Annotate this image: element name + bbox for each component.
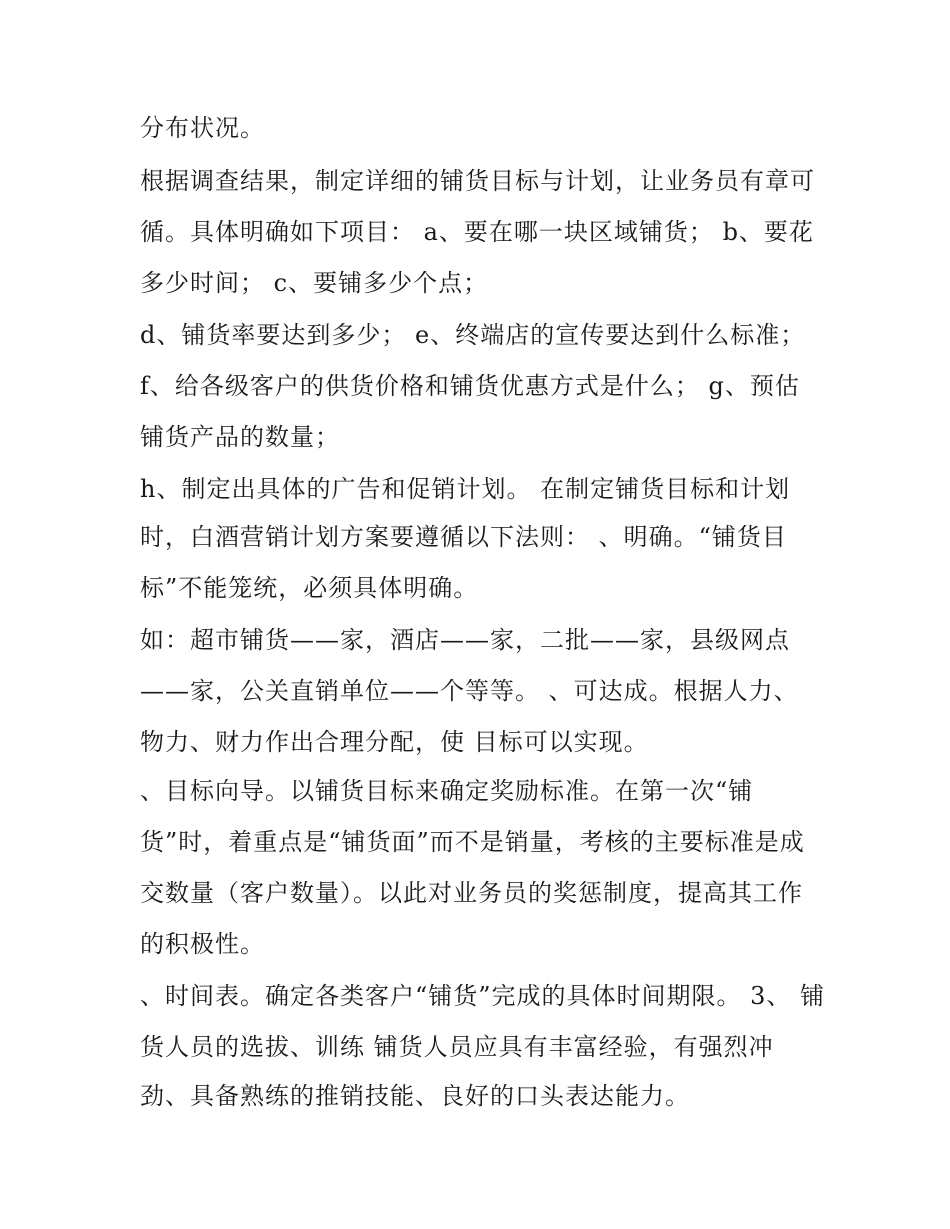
text-line: 货人员的选拔、训练 铺货人员应具有丰富经验，有强烈冲 [140,1033,774,1061]
text-line: 、时间表。确定各类客户“铺货”完成的具体时间期限。 3、 铺 [140,982,826,1010]
text-line: 时，白酒营销计划方案要遵循以下法则： 、明确。“铺货目 [140,523,787,551]
text-line: 如：超市铺货——家，酒店——家，二批——家，县级网点 [140,626,790,654]
text-line: 分布状况。 [140,114,265,142]
text-line: 根据调查结果，制定详细的铺货目标与计划，让业务员有章可 [140,167,815,195]
text-line: d、铺货率要达到多少； e、终端店的宣传要达到什么标准； [140,321,806,349]
text-line: 多少时间； c、要铺多少个点； [140,269,489,297]
text-line: 劲、具备熟练的推销技能、良好的口头表达能力。 [140,1082,690,1110]
text-line: f、给各级客户的供货价格和铺货优惠方式是什么； g、预估 [140,372,800,400]
text-line: 循。具体明确如下项目： a、要在哪一块区域铺货； b、要花 [140,218,814,246]
text-line: 交数量（客户数量）。以此对业务员的奖惩制度，提高其工作 [140,879,803,907]
text-line: ——家，公关直销单位——个等等。 、可达成。根据人力、 [140,677,799,705]
text-line: 、目标向导。以铺货目标来确定奖励标准。在第一次“铺 [140,777,754,805]
text-line: 铺货产品的数量； [140,423,340,451]
text-line: 的积极性。 [140,930,265,958]
text-line: 货”时，着重点是“铺货面”而不是销量，考核的主要标准是成 [140,828,805,856]
text-line: 标”不能笼统，必须具体明确。 [140,574,479,602]
text-line: 物力、财力作出合理分配，使 目标可以实现。 [140,728,649,756]
text-line: h、制定出具体的广告和促销计划。 在制定铺货目标和计划 [140,475,791,503]
